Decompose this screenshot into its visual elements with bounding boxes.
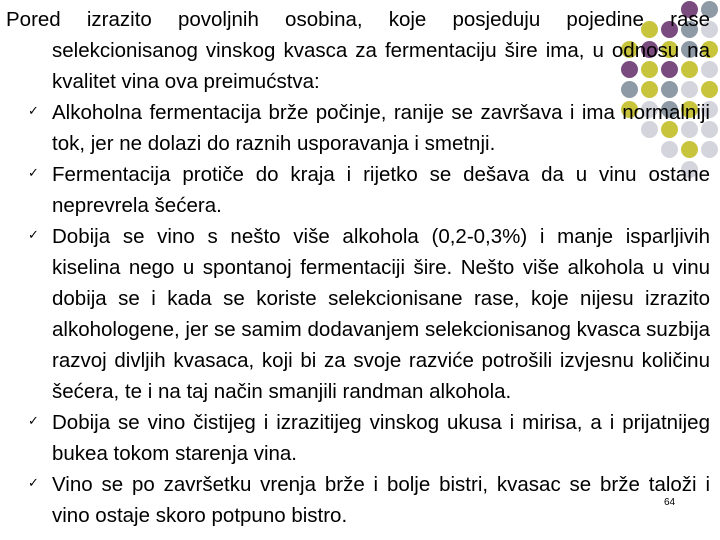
bullet-text: Fermentacija protiče do kraja i rijetko se dešava da u vinu ostane neprevrela šećera. bbox=[52, 163, 710, 217]
intro-paragraph: Pored izrazito povoljnih osobina, koje posjeduju pojedine rase selekcionisanog vinskog kvasca za fermentaciju šire ima, u odnosu na kvalitet vina ova preimućstva: bbox=[6, 8, 710, 93]
check-mark-icon: ✓ bbox=[28, 228, 39, 243]
bullet-item bbox=[6, 469, 710, 531]
bullet-text: Dobija se vino s nešto više alkohola (0,2-0,3%) i manje isparljivih kiselina nego u spontanoj fermentaciji šire. Nešto više alkohola u vinu dobija se i kada se koriste selekcionisane rase, koje nijesu izrazito alkohologene, jer se samim dodavanjem selekcionisanog kvasca suzbija razvoj divljih kvasaca, koji bi za svoje razviće potrošili izvjesnu količinu šećera, te i na taj način smanjili randman alkohola. bbox=[52, 225, 710, 403]
bullet-item bbox=[6, 407, 710, 469]
slide-content bbox=[6, 4, 710, 531]
bullet-item bbox=[6, 221, 710, 407]
bullet-item bbox=[6, 97, 710, 159]
check-mark-icon: ✓ bbox=[28, 414, 39, 429]
bullet-list bbox=[6, 97, 710, 531]
bullet-item bbox=[6, 159, 710, 221]
check-mark-icon: ✓ bbox=[28, 166, 39, 181]
page-number: 64 bbox=[664, 497, 676, 508]
bullet-text: Alkoholna fermentacija brže počinje, ranije se završava i ima normalniji tok, jer ne dolazi do raznih usporavanja i smetnji. bbox=[52, 101, 710, 155]
check-mark-icon: ✓ bbox=[28, 104, 39, 119]
bullet-text: Dobija se vino čistijeg i izrazitijeg vinskog ukusa i mirisa, a i prijatnijeg bukea tokom starenja vina. bbox=[52, 411, 710, 465]
bullet-text: Vino se po završetku vrenja brže i bolje bistri, kvasac se brže taloži i vino ostaje skoro potpuno bistro. bbox=[52, 473, 710, 527]
check-mark-icon: ✓ bbox=[28, 476, 39, 491]
